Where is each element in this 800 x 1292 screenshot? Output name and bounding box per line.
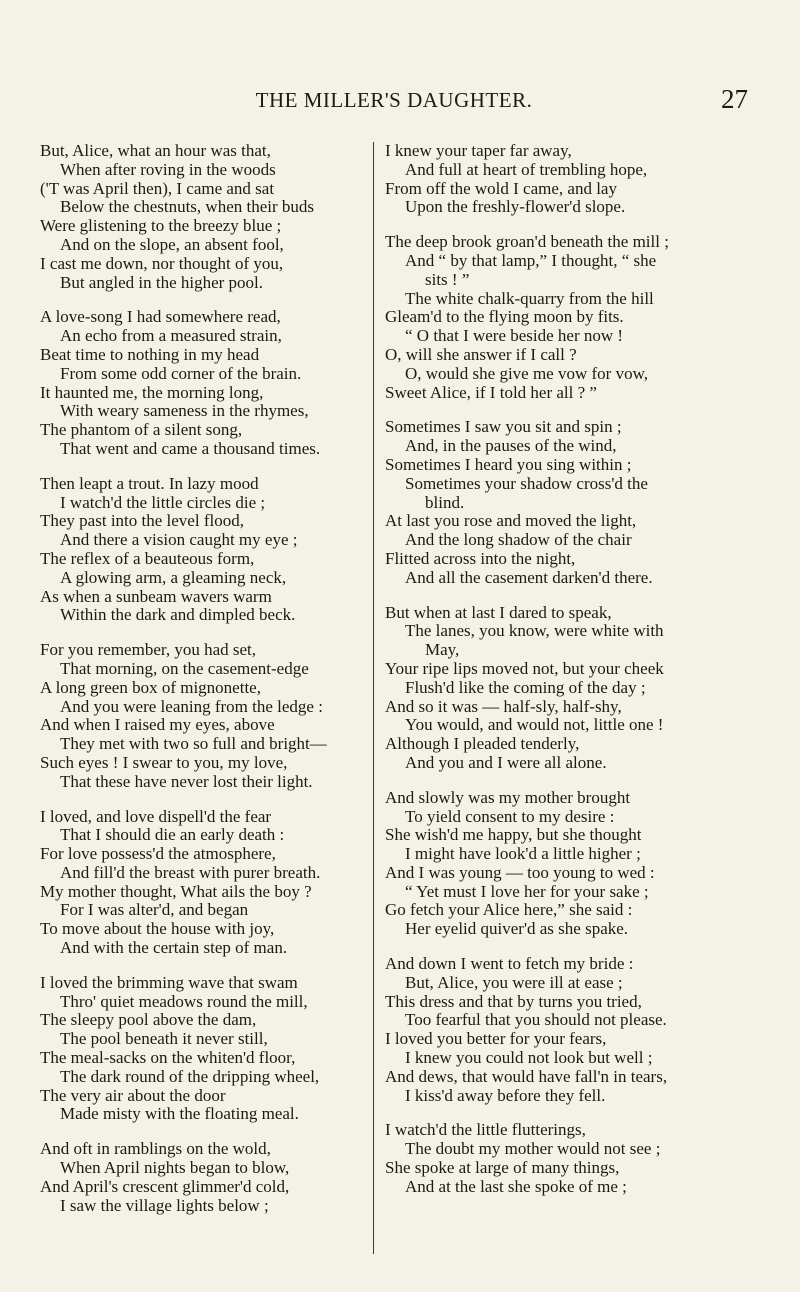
verse-line: For love possess'd the atmosphere, [40, 844, 276, 864]
verse-line: When after roving in the woods [60, 159, 276, 179]
verse-line: The dark round of the dripping wheel, [60, 1066, 320, 1086]
verse-line: Upon the freshly-flower'd slope. [405, 197, 626, 217]
verse-line: And fill'd the breast with purer breath. [60, 862, 321, 882]
verse-line: Made misty with the floating meal. [60, 1104, 299, 1124]
stanza [385, 789, 755, 939]
verse-line: And April's crescent glimmer'd cold, [40, 1176, 290, 1196]
verse-line: Flush'd like the coming of the day ; [405, 677, 646, 697]
verse-line: Below the chestnuts, when their buds [60, 197, 315, 217]
verse-line: At last you rose and moved the light, [385, 511, 637, 531]
stanza [40, 974, 370, 1124]
stanza [40, 641, 370, 791]
verse-line: That morning, on the casement-edge [60, 658, 309, 678]
verse-line: The reflex of a beauteous form, [40, 548, 255, 568]
verse-line: The white chalk-quarry from the hill [405, 288, 654, 308]
verse-line: Within the dark and dimpled beck. [60, 605, 296, 625]
verse-line: Too fearful that you should not please. [405, 1010, 667, 1030]
verse-line: And at the last she spoke of me ; [405, 1176, 627, 1196]
verse-line: And dews, that would have fall'n in tears, [385, 1066, 668, 1086]
verse-line: The lanes, you know, were white with [405, 621, 664, 641]
verse-line: I loved you better for your fears, [385, 1029, 607, 1049]
verse-line: Were glistening to the breezy blue ; [40, 216, 282, 236]
verse-line: The phantom of a silent song, [40, 420, 243, 440]
verse-line: “ Yet must I love her for your sake ; [405, 881, 649, 901]
verse-line: Although I pleaded tenderly, [385, 734, 580, 754]
verse-line: Sometimes I heard you sing within ; [385, 454, 632, 474]
verse-line: And on the slope, an absent fool, [60, 234, 284, 254]
verse-line: But when at last I dared to speak, [385, 602, 612, 622]
verse-line: And, in the pauses of the wind, [405, 436, 617, 456]
verse-line: I knew you could not look but well ; [405, 1048, 653, 1068]
left-column [40, 142, 370, 1231]
stanza [40, 475, 370, 625]
verse-line: It haunted me, the morning long, [40, 382, 264, 402]
verse-line: To move about the house with joy, [40, 919, 275, 939]
verse-line: For you remember, you had set, [40, 640, 257, 660]
verse-line: ('T was April then), I came and sat [40, 178, 275, 198]
verse-line: I watch'd the little circles die ; [60, 492, 266, 512]
verse-line: And down I went to fetch my bride : [385, 954, 634, 974]
verse-line: I might have look'd a little higher ; [405, 844, 641, 864]
verse-line: A glowing arm, a gleaming neck, [60, 567, 287, 587]
stanza [385, 1121, 755, 1196]
stanza [385, 604, 755, 773]
verse-line: blind. [425, 492, 465, 512]
verse-line: And “ by that lamp,” I thought, “ she [405, 250, 657, 270]
verse-line: That I should die an early death : [60, 825, 285, 845]
page-number: 27 [721, 84, 748, 114]
verse-line: And so it was — half-sly, half-shy, [385, 696, 622, 716]
verse-line: And oft in ramblings on the wold, [40, 1139, 271, 1159]
verse-line: The very air about the door [40, 1085, 226, 1105]
stanza [385, 142, 755, 217]
verse-line: When April nights began to blow, [60, 1158, 290, 1178]
verse-line: To yield consent to my desire : [405, 806, 615, 826]
verse-line: She wish'd me happy, but she thought [385, 825, 642, 845]
verse-line: Beat time to nothing in my head [40, 344, 260, 364]
verse-line: And slowly was my mother brought [385, 787, 631, 807]
verse-line: With weary sameness in the rhymes, [60, 401, 309, 421]
verse-line: And you and I were all alone. [405, 752, 607, 772]
column-divider [373, 142, 374, 1254]
page-header [40, 84, 748, 118]
verse-line: And all the casement darken'd there. [405, 567, 653, 587]
verse-line: The meal-sacks on the whiten'd floor, [40, 1048, 296, 1068]
verse-line: My mother thought, What ails the boy ? [40, 881, 312, 901]
verse-line: And I was young — too young to wed : [385, 862, 655, 882]
verse-line: Flitted across into the night, [385, 548, 576, 568]
verse-line: Her eyelid quiver'd as she spake. [405, 919, 629, 939]
verse-line: And full at heart of trembling hope, [405, 159, 648, 179]
verse-line: That these have never lost their light. [60, 771, 313, 791]
running-title: THE MILLER'S DAUGHTER. [255, 88, 533, 112]
verse-line: They met with two so full and bright— [60, 734, 327, 754]
verse-line: Such eyes ! I swear to you, my love, [40, 752, 288, 772]
verse-line: But, Alice, what an hour was that, [40, 141, 271, 160]
verse-line: I cast me down, nor thought of you, [40, 253, 284, 273]
stanza [40, 808, 370, 958]
stanza [40, 1140, 370, 1215]
verse-line: The pool beneath it never still, [60, 1029, 268, 1049]
verse-line: And with the certain step of man. [60, 938, 288, 958]
verse-line: Gleam'd to the flying moon by fits. [385, 307, 624, 327]
verse-line: They past into the level flood, [40, 511, 244, 531]
stanza [385, 418, 755, 587]
verse-line: I watch'd the little flutterings, [385, 1120, 586, 1140]
verse-line: sits ! ” [425, 269, 470, 289]
verse-line: “ O that I were beside her now ! [405, 326, 624, 346]
verse-line: The doubt my mother would not see ; [405, 1139, 661, 1159]
stanza [40, 308, 370, 458]
verse-line: You would, and would not, little one ! [405, 715, 664, 735]
verse-line: That went and came a thousand times. [60, 438, 321, 458]
right-column [385, 142, 755, 1213]
verse-line: May, [425, 640, 460, 660]
verse-line: O, would she give me vow for vow, [405, 363, 648, 383]
stanza [385, 955, 755, 1105]
verse-line: Sometimes your shadow cross'd the [405, 473, 648, 493]
verse-line: For I was alter'd, and began [60, 900, 249, 920]
verse-line: Go fetch your Alice here,” she said : [385, 900, 633, 920]
verse-line: And you were leaning from the ledge : [60, 696, 323, 716]
verse-line: From off the wold I came, and lay [385, 178, 617, 198]
verse-line: I loved, and love dispell'd the fear [40, 806, 272, 826]
verse-line: O, will she answer if I call ? [385, 344, 577, 364]
stanza [40, 142, 370, 292]
verse-line: I saw the village lights below ; [60, 1195, 269, 1215]
verse-line: Sometimes I saw you sit and spin ; [385, 417, 622, 437]
verse-line: I knew your taper far away, [385, 141, 572, 160]
verse-line: From some odd corner of the brain. [60, 363, 302, 383]
verse-line: As when a sunbeam wavers warm [40, 586, 272, 606]
verse-line: Thro' quiet meadows round the mill, [60, 991, 308, 1011]
verse-line: A love-song I had somewhere read, [40, 307, 281, 327]
verse-line: Sweet Alice, if I told her all ? ” [385, 382, 597, 402]
verse-line: And when I raised my eyes, above [40, 715, 275, 735]
verse-line: She spoke at large of many things, [385, 1158, 620, 1178]
verse-line: I loved the brimming wave that swam [40, 972, 298, 992]
verse-line: The deep brook groan'd beneath the mill ; [385, 232, 669, 252]
verse-line: But angled in the higher pool. [60, 272, 264, 292]
verse-line: This dress and that by turns you tried, [385, 991, 642, 1011]
verse-line: I kiss'd away before they fell. [405, 1085, 606, 1105]
verse-line: And the long shadow of the chair [405, 530, 632, 550]
stanza [385, 233, 755, 402]
verse-line: An echo from a measured strain, [60, 326, 282, 346]
verse-line: A long green box of mignonette, [40, 677, 261, 697]
verse-line: Then leapt a trout. In lazy mood [40, 473, 259, 493]
verse-line: And there a vision caught my eye ; [60, 530, 298, 550]
verse-line: The sleepy pool above the dam, [40, 1010, 257, 1030]
verse-line: Your ripe lips moved not, but your cheek [385, 658, 664, 678]
verse-line: But, Alice, you were ill at ease ; [405, 972, 623, 992]
